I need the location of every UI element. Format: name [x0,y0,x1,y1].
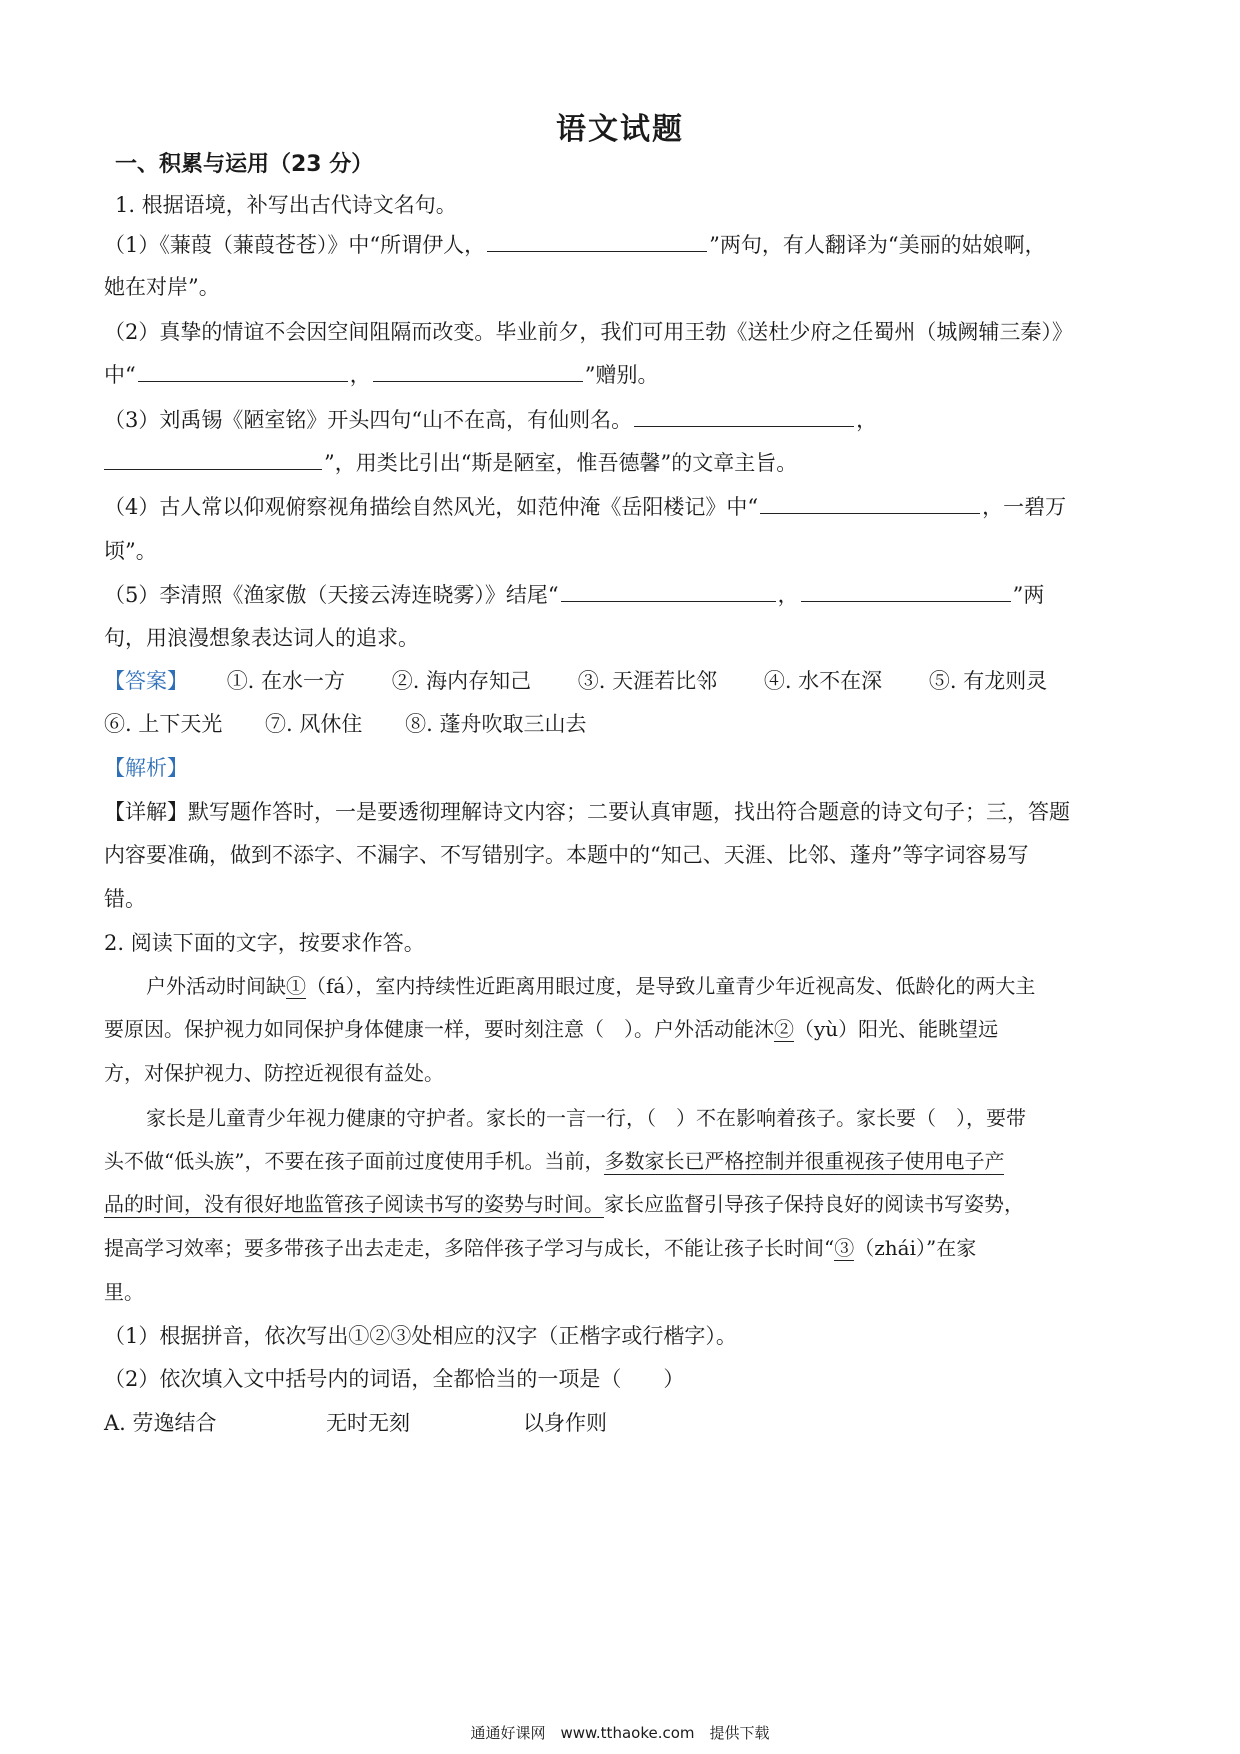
q2-stem: 2. 阅读下面的文字，按要求作答。 [104,931,425,955]
answer-blank[interactable] [760,495,980,514]
passage-p2-line1: 家长是儿童青少年视力健康的守护者。家长的一言一行，（ ）不在影响着孩子。家长要（ ），要带 [146,1106,1026,1130]
q1-part4-line2: 顷”。 [104,539,157,563]
answer-row-2 [104,709,586,739]
answer-tag: 【答案】 [104,669,188,693]
q2-sub2: （2）依次填入文中括号内的词语，全都恰当的一项是（ ） [104,1367,685,1391]
answer-item: ③. 天涯若比邻 [577,669,718,693]
answer-item: ①. 在水一方 [226,669,346,693]
q1-stem: 1. 根据语境，补写出古代诗文名句。 [115,193,457,217]
option-a-word-3: 以身作则 [523,1411,607,1435]
option-a-word-2: 无时无刻 [326,1411,410,1435]
answer-row-1 [104,666,1047,696]
answer-item: ⑦. 风休住 [265,712,363,736]
answer-blank[interactable] [634,408,854,427]
q1-part3-line2: ”，用类比引出“斯是陋室，惟吾德馨”的文章主旨。 [104,448,797,478]
answer-blank[interactable] [801,583,1011,602]
detail-line-2: 内容要准确，做到不添字、不漏字、不写错别字。本题中的“知己、天涯、比邻、蓬舟”等字词容易写 [104,843,1029,867]
q1-part1-line2: 她在对岸”。 [104,275,220,299]
q1-part2-line2: 中“ ， ”赠别。 [104,363,659,387]
answer-item: ⑥. 上下天光 [104,712,223,736]
detail-line-1: 【详解】默写题作答时，一是要透彻理解诗文内容；二要认真审题，找出符合题意的诗文句子；三，答题 [104,800,1070,824]
answer-blank[interactable] [104,451,322,470]
section-heading: 一、积累与运用（23 分） [115,152,374,177]
q1-part3-line1: （3）刘禹锡《陋室铭》开头四句“山不在高，有仙则名。 ， [104,408,878,432]
q2-sub1: （1）根据拼音，依次写出①②③处相应的汉字（正楷字或行楷字）。 [104,1324,737,1348]
passage-p1-line3: 方，对保护视力、防控近视很有益处。 [104,1061,444,1085]
answer-blank[interactable] [487,233,707,252]
option-a[interactable] [104,1408,607,1438]
answer-blank[interactable] [373,363,583,382]
answer-blank[interactable] [561,583,776,602]
passage-p2-line3: 品的时间，没有很好地监管孩子阅读书写的姿势与时间。家长应监督引导孩子保持良好的阅读书写姿势， [104,1192,1024,1216]
circled-marker-2: ② [774,1017,794,1041]
detail-line-3: 错。 [104,887,146,911]
page-title: 语文试题 [556,112,684,147]
answer-item: ⑤. 有龙则灵 [928,669,1048,693]
analysis-tag: 【解析】 [104,756,188,780]
circled-marker-1: ① [286,974,306,998]
answer-item: ④. 水不在深 [763,669,883,693]
q1-part1-line1: （1）《蒹葭（蒹葭苍苍）》中“所谓伊人， ”两句，有人翻译为“美丽的姑娘啊， [104,233,1046,257]
q1-part4-line1: （4）古人常以仰观俯察视角描绘自然风光，如范仲淹《岳阳楼记》中“ ，一碧万 [104,495,1067,519]
underlined-sentence: 品的时间，没有很好地监管孩子阅读书写的姿势与时间。 [104,1192,604,1216]
underlined-sentence: 多数家长已严格控制并很重视孩子使用电子产 [604,1149,1005,1173]
option-a-word-1: A. 劳逸结合 [104,1411,217,1435]
passage-p2-line2: 头不做“低头族”，不要在孩子面前过度使用手机。当前，多数家长已严格控制并很重视孩子使用电子产 [104,1149,1005,1173]
passage-p2-line4: 提高学习效率；要多带孩子出去走走，多陪伴孩子学习与成长，不能让孩子长时间“③（zhái）”在家 [104,1236,977,1260]
page-footer: 通通好课网 www.tthaoke.com 提供下载 [470,1724,770,1742]
passage-p1-line1: 户外活动时间缺①（fá），室内持续性近距离用眼过度，是导致儿童青少年近视高发、低龄化的两大主 [146,974,1036,998]
answer-item: ②. 海内存知己 [391,669,532,693]
passage-p2-line5: 里。 [104,1280,144,1304]
passage-p1-line2: 要原因。保护视力如同保护身体健康一样，要时刻注意（ ）。户外活动能沐②（yù）阳光、能眺望远 [104,1017,999,1041]
q1-part5-line1: （5）李清照《渔家傲（天接云涛连晓雾）》结尾“ ， ”两 [104,583,1045,607]
answer-blank[interactable] [138,363,348,382]
q1-part2-line1: （2）真挚的情谊不会因空间阻隔而改变。毕业前夕，我们可用王勃《送杜少府之任蜀州（城阙辅三秦）》 [104,320,1073,344]
circled-marker-3: ③ [834,1236,855,1260]
q1-part5-line2: 句，用浪漫想象表达词人的追求。 [104,626,419,650]
answer-item: ⑧. 蓬舟吹取三山去 [405,712,587,736]
